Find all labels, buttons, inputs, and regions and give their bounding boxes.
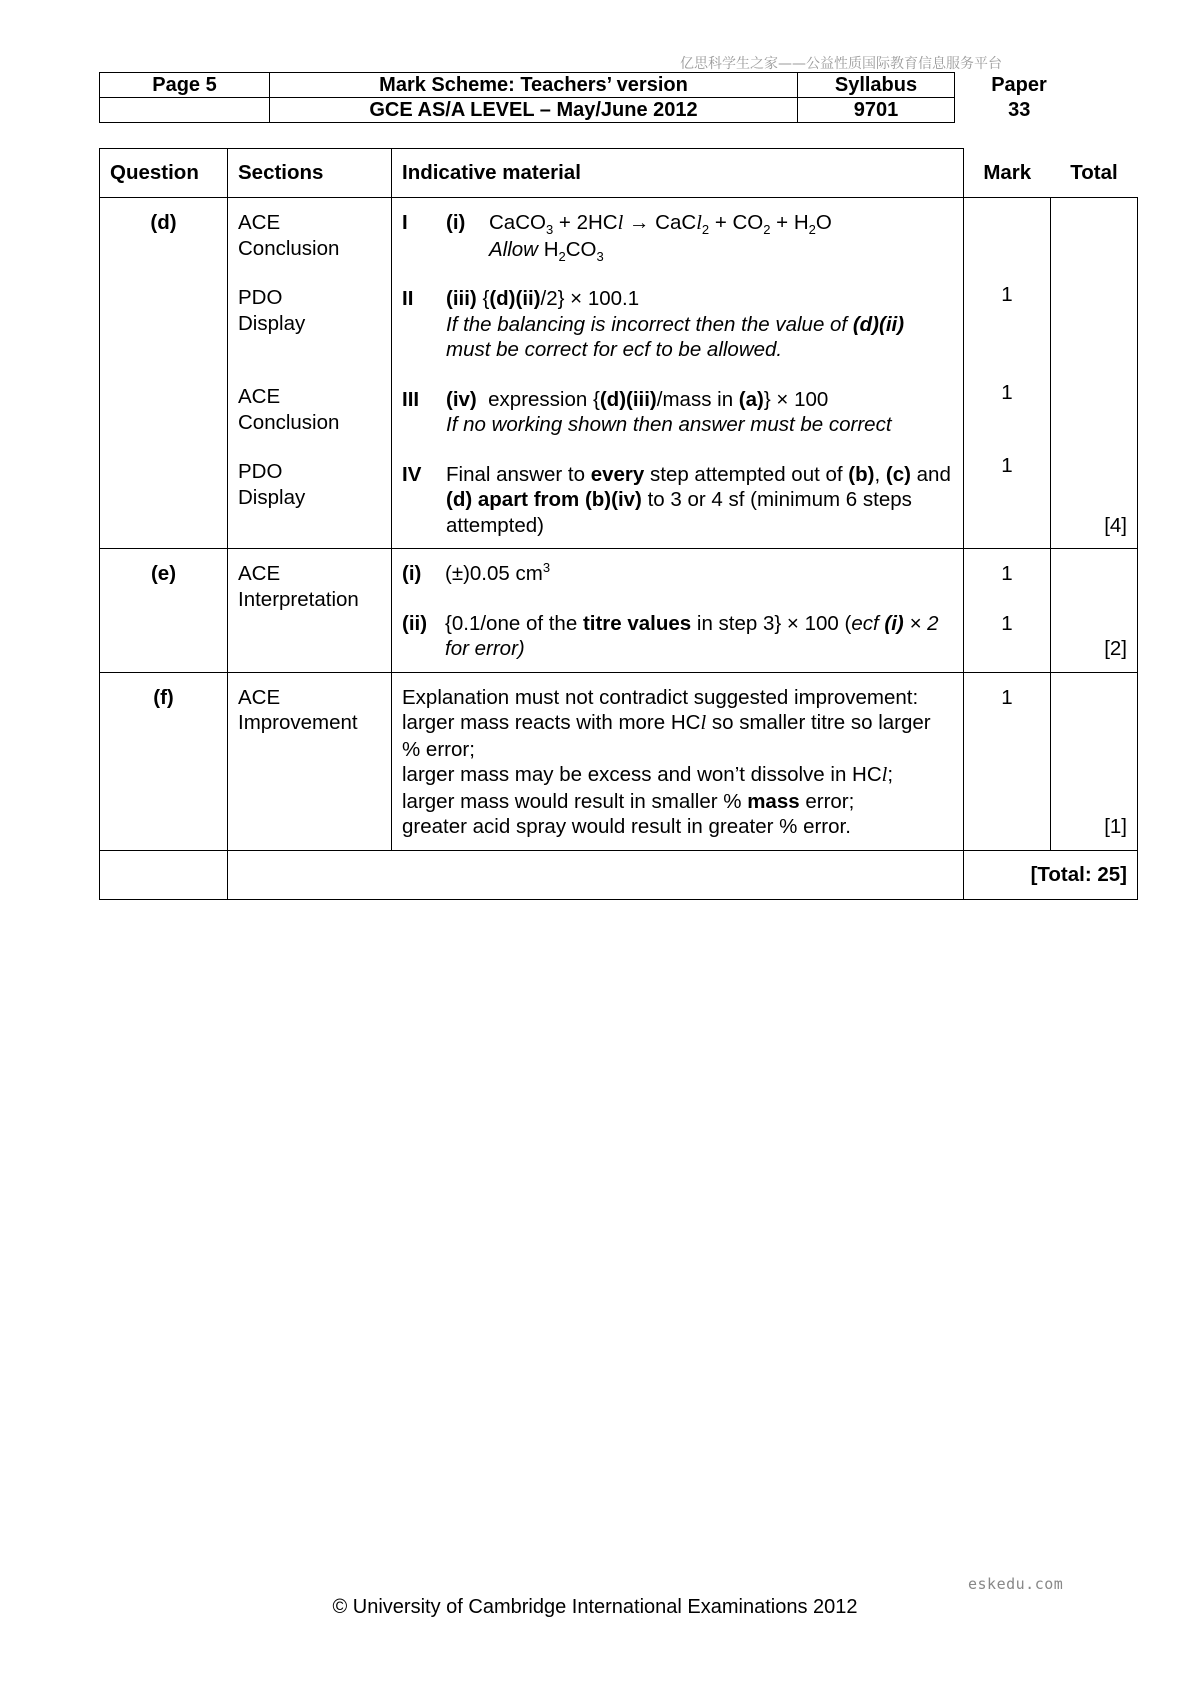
table-row-e [100, 549, 1138, 673]
grand-total: [Total: 25] [964, 850, 1138, 899]
mark-scheme-table [99, 148, 1138, 900]
sections-e [228, 549, 392, 673]
mark-value: 1 [1001, 283, 1013, 306]
col-total: Total [1070, 161, 1118, 184]
explanation-line: larger mass reacts with more HCl so smaller titre so larger % error; [402, 711, 931, 761]
question-f: (f) [100, 672, 228, 850]
material-d [392, 198, 964, 549]
table-row-d [100, 198, 1138, 549]
mark-value: 1 [1001, 380, 1013, 404]
step-II: II (iii) {(d)(ii)/2} × 100.1 If the balancing is incorrect then the value of (d)(ii) must be correct for ecf to be allowed. [402, 287, 905, 361]
document-header [99, 72, 1084, 123]
section-label: Conclusion [238, 236, 340, 260]
section-label: Display [238, 485, 306, 509]
explanation-line: larger mass would result in smaller % mass error; [402, 789, 855, 813]
watermark-bottom: eskedu.com [968, 1575, 1064, 1593]
section-label: PDO [238, 286, 283, 309]
mark-value: 1 [1001, 562, 1013, 585]
section-label: Conclusion [238, 410, 340, 434]
marks-e [964, 549, 1051, 673]
section-label: ACE [238, 211, 281, 234]
sections-f [228, 672, 392, 850]
marks-d [964, 198, 1051, 549]
total-d: [4] [1051, 198, 1138, 549]
part-e-i: (i) (±)0.05 $cm^3$ [402, 560, 551, 585]
syllabus-code: 9701 [798, 98, 955, 123]
section-label: Display [238, 311, 306, 335]
col-question: Question [100, 149, 228, 198]
table-row-f [100, 672, 1138, 850]
grand-total-row [100, 850, 1138, 899]
material-f [392, 672, 964, 850]
section-label: PDO [238, 460, 283, 483]
marks-f [964, 672, 1051, 850]
total-e: [2] [1051, 549, 1138, 673]
paper-label: Paper [991, 74, 1047, 96]
step-I: I (i) CaCO$_3$ + 2HCl → CaCl$_2$ + $CO_2 + H_2O$ Allow $H_2CO_3$ [402, 211, 832, 264]
scheme-title: Mark Scheme: Teachers’ version [270, 73, 798, 98]
section-label: ACE [238, 685, 281, 709]
col-material: Indicative material [392, 149, 964, 198]
explanation-line: greater acid spray would result in greater % error. [402, 815, 851, 838]
question-e: (e) [100, 549, 228, 673]
mark-value: 1 [1001, 685, 1013, 709]
explanation-line: Explanation must not contradict suggested improvement: [402, 685, 919, 709]
watermark-top: 亿思科学生之家——公益性质国际教育信息服务平台 [680, 56, 1002, 72]
explanation-line: larger mass may be excess and won’t dissolve in HCl; [402, 763, 894, 786]
question-d: (d) [100, 198, 228, 549]
section-label: Improvement [238, 711, 358, 734]
sections-d [228, 198, 392, 549]
mark-value: 1 [1001, 611, 1013, 635]
exam-session: GCE AS/A LEVEL – May/June 2012 [270, 98, 798, 123]
mark-value: 1 [1001, 454, 1013, 477]
section-label: Interpretation [238, 587, 359, 611]
section-label: ACE [238, 385, 281, 408]
total-f: [1] [1051, 672, 1138, 850]
paper-number: 33 [1008, 99, 1031, 121]
col-mark: Mark [964, 149, 1051, 198]
step-III: III (iv) expression {(d)(iii)/mass in (a)} × 100 If no working shown then answer must be correct [402, 387, 892, 436]
col-sections: Sections [228, 149, 392, 198]
copyright-footer: © University of Cambridge International Examinations 2012 [332, 1596, 858, 1618]
part-e-ii: (ii) {0.1/one of the titre values in step 3} × 100 (ecf (i) × 2 for error) [402, 611, 939, 660]
section-label: ACE [238, 562, 281, 585]
page-number: Page 5 [100, 73, 270, 98]
step-IV: IV Final answer to every step attempted out of (b), (c) and (d) apart from (b)(iv) to 3 or 4 sf (minimum 6 steps attempted) [402, 462, 951, 537]
material-e [392, 549, 964, 673]
table-header-row [100, 149, 1138, 198]
syllabus-label: Syllabus [798, 73, 955, 98]
